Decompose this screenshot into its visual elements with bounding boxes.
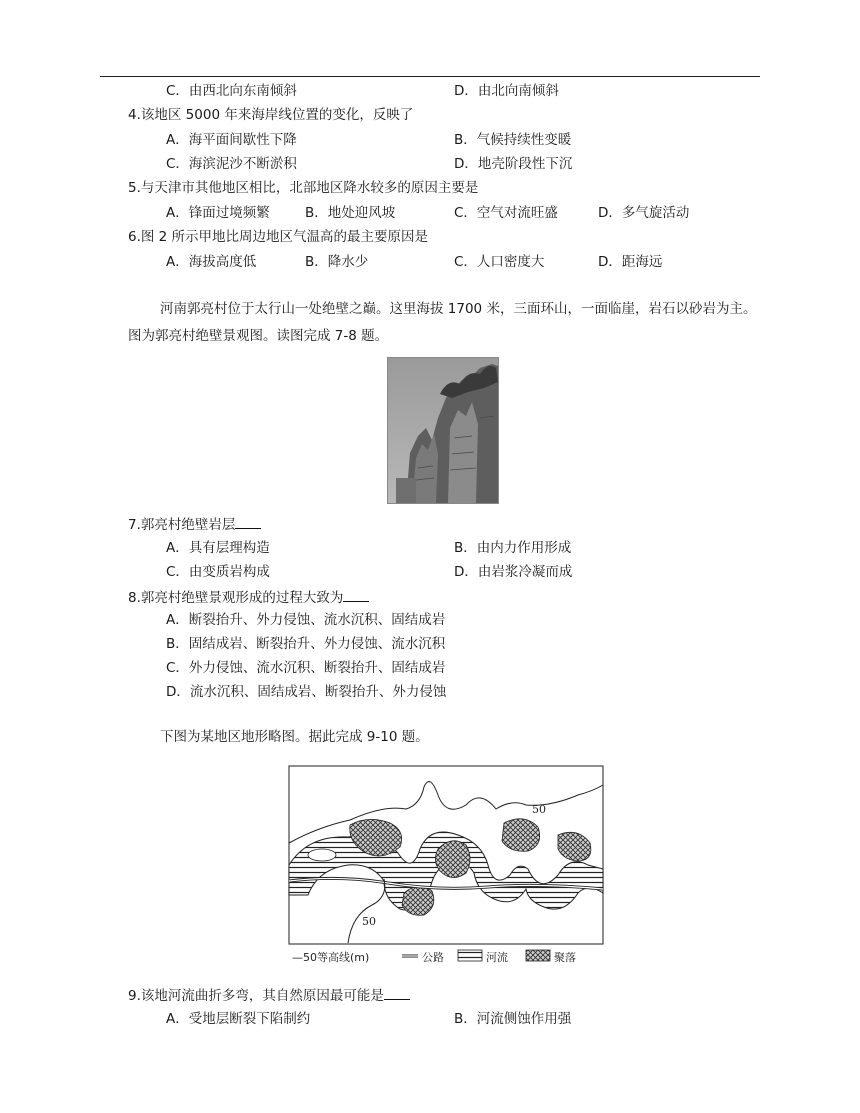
cliff-photo: [387, 357, 499, 504]
q7-option-d: D．由岩浆冷凝而成: [454, 564, 573, 580]
q4-option-c: C．海滨泥沙不断淤积: [166, 156, 297, 172]
answer-blank[interactable]: [235, 514, 261, 529]
q5-option-d: D．多气旋活动: [598, 205, 690, 221]
q8-option-c: C．外力侵蚀、流水沉积、断裂抬升、固结成岩: [166, 660, 446, 676]
q8-option-b: B．固结成岩、断裂抬升、外力侵蚀、流水沉积: [166, 636, 446, 652]
legend-road: 公路: [422, 951, 444, 964]
q4-option-d: D．地壳阶段性下沉: [454, 156, 573, 172]
terrain-map: [288, 765, 604, 968]
q5-option-c: C．空气对流旺盛: [454, 205, 558, 221]
contour-label: 50: [532, 803, 546, 816]
question-9-stem: 9.该地河流曲折多弯，其自然原因最可能是: [128, 985, 410, 1005]
question-8-stem: 8.郭亮村绝壁景观形成的过程大致为: [128, 587, 369, 607]
contour-label: 50: [362, 915, 376, 928]
q5-option-b: B．地处迎风坡: [305, 205, 396, 221]
legend-contour: —50等高线(m): [292, 951, 370, 964]
q4-option-a: A．海平面间歇性下降: [166, 132, 297, 148]
option-c: C．由西北向东南倾斜: [166, 83, 297, 99]
question-5-stem: 5.与天津市其他地区相比，北部地区降水较多的原因主要是: [128, 180, 479, 196]
header-rule: [100, 76, 760, 77]
q6-option-b: B．降水少: [305, 254, 369, 270]
q6-option-a: A．海拔高度低: [166, 254, 257, 270]
answer-blank[interactable]: [343, 587, 369, 602]
q5-option-a: A．锋面过境频繁: [166, 205, 270, 221]
question-6-stem: 6.图 2 所示甲地比周边地区气温高的最主要原因是: [128, 229, 429, 245]
option-d: D．由北向南倾斜: [454, 83, 559, 99]
q9-option-b: B．河流侧蚀作用强: [454, 1011, 572, 1027]
legend-river: 河流: [486, 951, 508, 964]
q7-option-c: C．由变质岩构成: [166, 564, 270, 580]
q7-option-b: B．由内力作用形成: [454, 540, 572, 556]
q8-option-a: A．断裂抬升、外力侵蚀、流水沉积、固结成岩: [166, 612, 446, 628]
q6-option-c: C．人口密度大: [454, 254, 545, 270]
q9-option-a: A．受地层断裂下陷制约: [166, 1011, 311, 1027]
question-4-stem: 4.该地区 5000 年来海岸线位置的变化，反映了: [128, 107, 414, 123]
passage-guoliang: 河南郭亮村位于太行山一处绝壁之巅。这里海拔 1700 米，三面环山，一面临崖，岩石以砂岩为主。图为郭亮村绝壁景观图。读图完成 7-8 题。: [128, 301, 757, 344]
answer-blank[interactable]: [384, 985, 410, 1000]
q7-option-a: A．具有层理构造: [166, 540, 270, 556]
q8-option-d: D．流水沉积、固结成岩、断裂抬升、外力侵蚀: [166, 684, 447, 700]
question-7-stem: 7.郭亮村绝壁岩层: [128, 514, 261, 534]
q6-option-d: D．距海远: [598, 254, 663, 270]
passage-terrain-map: 下图为某地区地形略图。据此完成 9-10 题。: [160, 729, 429, 745]
legend-settlement: 聚落: [554, 951, 576, 964]
q4-option-b: B．气候持续性变暖: [454, 132, 572, 148]
